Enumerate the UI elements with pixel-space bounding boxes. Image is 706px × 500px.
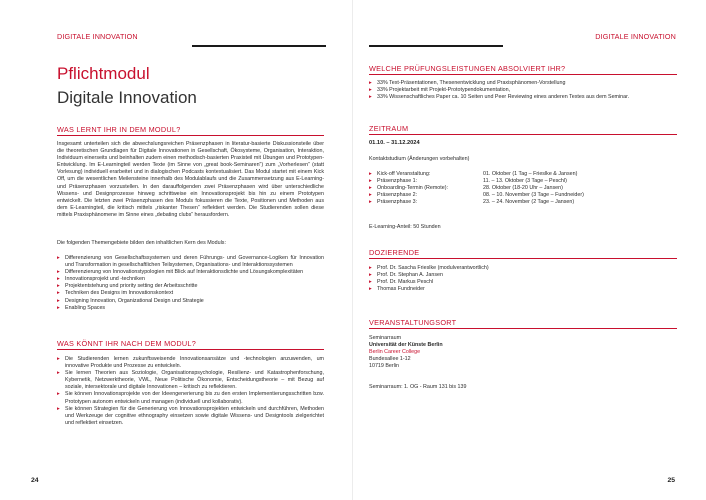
schedule-value: 23. – 24. November (2 Tage – Jansen)	[483, 199, 575, 206]
list-item: ▸ Innovationsprojekt und -techniken	[57, 276, 324, 283]
page-title-module-name: Digitale Innovation	[57, 88, 197, 107]
list-item: ▸ Sie können Strategien für die Generierung von Innovationsprojekten entwickeln und durchführen, Methoden und Werkzeuge der cognitive ethnography einsetzen sowie digitale Wissens- und Designtools zielgerichtet und reflektiert einsetzen.	[57, 406, 324, 427]
section-heading-zeitraum: ZEITRAUM	[369, 124, 409, 133]
topics-intro-text: Die folgenden Themengebiete bilden den inhaltlichen Kern des Moduls:	[57, 240, 226, 246]
list-item: ▸ Thomas Fundneider	[369, 286, 677, 293]
list-item: ▸ 33% Projektarbeit mit Projekt-Prototypendokumentation,	[369, 87, 677, 94]
list-item: ▸ Designing Innovation, Organizational Design und Strategie	[57, 298, 324, 305]
list-item: ▸ Differenzierung von Innovationstypologien mit Blick auf Interaktionsdichte und Lösungskomplexitäten	[57, 269, 324, 276]
venue-city: 10719 Berlin	[369, 363, 400, 370]
section-heading-was-lernt-ihr: WAS LERNT IHR IN DEM MODUL?	[57, 125, 181, 134]
page-title-module-type: Pflichtmodul	[57, 64, 150, 83]
elearning-hours: E-Learning-Anteil: 50 Stunden	[369, 224, 441, 230]
list-item: ▸ Projektentstehung und priority setting der Arbeitsschritte	[57, 283, 324, 290]
schedule-value: 11. – 13. Oktober (3 Tage – Peschl)	[483, 178, 567, 185]
venue-address	[369, 335, 443, 370]
list-item: ▸ Prof. Dr. Sascha Frieslke (modulverantwortlich)	[369, 265, 677, 272]
section-rule	[369, 74, 677, 75]
exam-components-list	[369, 80, 677, 101]
page-number: 24	[31, 477, 39, 484]
section-rule	[57, 349, 324, 350]
date-range: 01.10. – 31.12.2024	[369, 140, 420, 146]
right-page	[353, 0, 706, 500]
section-heading-veranstaltungsort: VERANSTALTUNGSORT	[369, 318, 457, 327]
topics-list	[57, 255, 324, 312]
schedule-label: ▸ Onboarding-Termin (Remote):	[377, 185, 448, 192]
schedule-value: 01. Oktober (1 Tag – Frieslke & Jansen)	[483, 171, 578, 177]
running-header: DIGITALE INNOVATION	[57, 32, 138, 41]
schedule-item	[369, 171, 677, 178]
section-rule	[369, 258, 677, 259]
schedule-item	[369, 178, 677, 185]
section-rule	[369, 328, 677, 329]
header-rule	[192, 45, 326, 47]
section-heading-was-koennt-ihr: WAS KÖNNT IHR NACH DEM MODUL?	[57, 339, 197, 348]
list-item: ▸ 33% Wissenschaftliches Paper ca. 10 Seiten und Peer Reviewing eines anderen Textes aus dem Seminar.	[369, 94, 677, 101]
list-item: ▸ Die Studierenden lernen zukunftsweisende Innovationsansätze und -technologien anzuwenden, um innovative Produkte und Prozesse zu entwickeln.	[57, 356, 324, 370]
list-item: ▸ Prof. Dr. Stephan A. Jansen	[369, 272, 677, 279]
running-header: DIGITALE INNOVATION	[595, 32, 676, 41]
list-item: ▸ Prof. Dr. Markus Peschl	[369, 279, 677, 286]
schedule-value: 28. Oktober (18-20 Uhr – Jansen)	[483, 185, 563, 192]
schedule-item	[369, 185, 677, 192]
list-item: ▸ 33% Text-Präsentationen, Thesenentwicklung und Praxisphänomen-Vorstellung	[369, 80, 677, 87]
schedule-value: 08. – 10. November (3 Tage – Fundneider)	[483, 192, 584, 199]
page-number: 25	[667, 477, 675, 484]
schedule-item	[369, 192, 677, 199]
venue-college: Berlin Career College	[369, 349, 421, 356]
section-rule	[57, 135, 324, 136]
venue-street: Bundesallee 1-12	[369, 356, 411, 363]
venue-university: Universität der Künste Berlin	[369, 342, 443, 349]
learning-outcomes-list	[57, 356, 324, 427]
list-item: ▸ Differenzierung von Gesellschaftssystemen und deren Führungs- und Governance-Logiken für Innovation und Transformation in gesellschaftlichen Teilsystemen, Organisations- und Interaktionssystemen	[57, 255, 324, 269]
list-item: ▸ Sie lernen Theorien aus Soziologie, Organisationspsychologie, Resilienz- und Katastrophenforschung, Kybernetik, Netzwerktheorie, VWL, Neue Politische Ökonomie, Entscheidungstheorie – mit Bezug auf soziale, intersektorale und digitale Innovationen – kritisch zu reflektieren.	[57, 370, 324, 391]
venue-room-number: Seminarraum: 1. OG - Raum 131 bis 139	[369, 384, 467, 390]
schedule-list	[369, 171, 677, 206]
schedule-item	[369, 199, 677, 206]
section-rule	[369, 134, 677, 135]
section-heading-pruefungsleistungen: WELCHE PRÜFUNGSLEISTUNGEN ABSOLVIERT IHR?	[369, 64, 566, 73]
schedule-label: ▸ Kick-off Veranstaltung:	[377, 171, 431, 177]
schedule-label: ▸ Präsenzphase 3:	[377, 199, 418, 206]
schedule-label: ▸ Präsenzphase 1:	[377, 178, 418, 185]
list-item: ▸ Enabling Spaces	[57, 305, 324, 312]
contact-study-note: Kontaktstudium (Änderungen vorbehalten)	[369, 156, 470, 162]
schedule-label: ▸ Präsenzphase 2:	[377, 192, 418, 199]
list-item: ▸ Sie können Innovationsprojekte von der Ideengenerierung bis zu den ersten Implementierungsschritten bzw. Prototypen autonom entwickeln und managen (individuell und kollaborativ).	[57, 391, 324, 405]
section-heading-dozierende: DOZIERENDE	[369, 248, 420, 257]
lecturers-list	[369, 265, 677, 293]
header-rule	[369, 45, 503, 47]
list-item: ▸ Techniken des Designs im Innovationskontext	[57, 290, 324, 297]
module-description-paragraph: Insgesamt unterteilen sich die abwechslungsreichen Präsenzphasen in literatur-basierte Diskussionsteile über die theoretischen Grundlagen für Digitale Innovationen in Gesellschaft, Ökosysteme, Organisation, Interaktion, Individuum einerseits und beinhalten zudem einen methodisch-basierten Praxisteil mit Übungen und Prototypen-Entwicklung. Im E-Learningteil werden Texte (im Sinne von „great book-Seminaren“) zum „Vorherlesen“ (statt Vorlesung) individuell erarbeitet und in dialogischen Podcasts kontextualisiert. Das Modul startet mit einem Kick Off, um die wesentlichen Meilensteine innerhalb des Modulablaufs und die Zusammensetzung aus E-Learning- und Präsenzphasen vorzustellen. In den darauffolgenden zwei Präsenzphasen wird über unterschiedliche Wissens- und Designprozesse hinweg schrittweise ein Innovationsprojekt bis hin zu einem Prototypen entwickelt. Die letzten zwei Präsenzphasen des Moduls fokussieren die Texte, Positionen und Methoden aus dem E-Learningteil, die kritisch mittels „riskanter Thesen“ reflektiert werden. Die Studierenden sollen diese mittels Praxisphänomene im Sinne eines „debating clubs“ herausfordern.	[57, 141, 324, 218]
venue-room-type: Seminarraum	[369, 335, 402, 341]
